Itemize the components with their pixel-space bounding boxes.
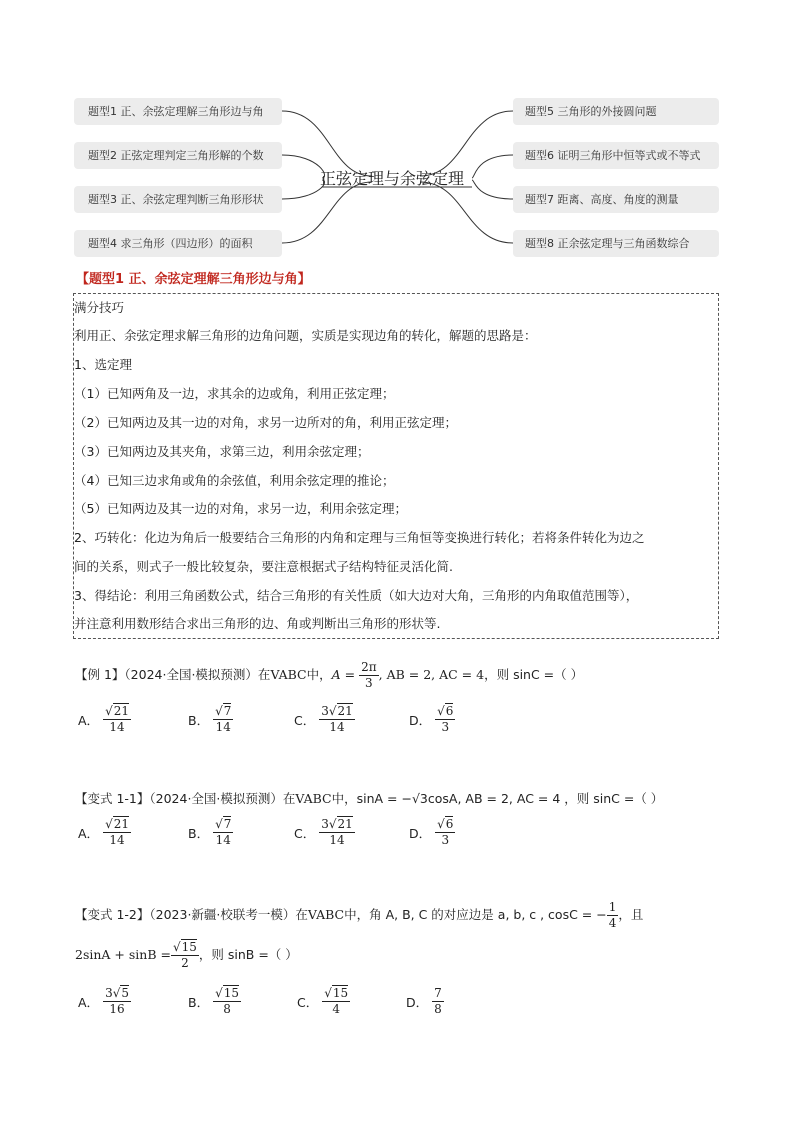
example1-ask: ，则 sinC =（ ） [484, 667, 584, 682]
option-num: √15 [215, 986, 240, 1000]
frac-num: √15 [172, 940, 197, 954]
frac-den: 2 [181, 956, 189, 970]
tips-line: （2）已知两边及其一边的对角，求另一边所对的角，利用正弦定理； [74, 415, 457, 430]
radicand: 7 [223, 704, 232, 718]
example1-triangle: VABC [270, 667, 307, 682]
frac-num: 1 [608, 900, 617, 914]
radicand: 15 [223, 986, 240, 1000]
radicand: 21 [113, 704, 129, 718]
tips-line: 并注意利用数形结合求出三角形的边、角或判断出三角形的形状等. [74, 616, 441, 631]
connector-left-3 [282, 180, 325, 199]
tips-line: （4）已知三边求角或角的余弦值，利用余弦定理的推论； [74, 473, 395, 488]
example1-fraction [359, 660, 379, 691]
option-num: √7 [215, 817, 232, 831]
tips-line: （5）已知两边及其一边的对角，求另一边，利用余弦定理； [74, 501, 407, 516]
example1-eq: = [340, 667, 360, 682]
mindmap-node-type4: 题型4 求三角形（四边形）的面积 [74, 230, 282, 257]
variant12-line2-end: ，则 sinB =（ ） [198, 947, 298, 962]
example1-rest: , AB = 2, AC = 4 [378, 667, 485, 682]
connector-left-4 [282, 182, 372, 243]
option-label: D． [406, 994, 429, 1010]
radicand: 21 [337, 704, 353, 718]
example1-mid: 中， [306, 667, 332, 682]
example1-frac-den: 3 [365, 676, 373, 690]
option-num: √21 [105, 704, 129, 718]
connector-left-2 [282, 155, 325, 178]
variant11-option-a[interactable] [78, 817, 131, 848]
option-label: C． [294, 825, 316, 841]
option-num: √6 [437, 817, 454, 831]
variant11-text: 中，sinA = −√3cosA, AB = 2, AC = 4 ，则 sinC =（ ） [331, 791, 664, 806]
variant12-prefix: 【变式 1-2】（2023·新疆·校联考一模）在 [75, 907, 308, 922]
example1-option-c[interactable] [294, 704, 355, 735]
variant11-option-d[interactable] [409, 817, 455, 848]
option-num: 3√21 [321, 704, 353, 718]
radicand: 6 [445, 817, 454, 831]
variant12-option-d[interactable] [406, 986, 444, 1017]
tips-line: 3、得结论：利用三角函数公式，结合三角形的有关性质（如大边对大角，三角形的内角取值范围等）， [74, 588, 639, 603]
radicand: 6 [445, 704, 454, 718]
option-num: √21 [105, 817, 129, 831]
option-label: C． [297, 994, 319, 1010]
variant12-option-c[interactable] [297, 986, 350, 1017]
example1-option-b[interactable] [188, 704, 233, 735]
tips-heading: 满分技巧 [74, 300, 125, 315]
option-label: A． [78, 994, 100, 1010]
option-den: 3 [441, 833, 450, 847]
option-num: 3√5 [105, 986, 129, 1000]
radicand: 15 [332, 986, 349, 1000]
variant12-triangle: VABC [307, 907, 345, 922]
option-label: A． [78, 825, 100, 841]
option-label: D． [409, 825, 432, 841]
option-label: C． [294, 712, 316, 728]
variant12-question-line1 [75, 900, 643, 931]
tips-line: 间的关系，则式子一般比较复杂，要注意根据式子结构特征灵活化简. [74, 559, 453, 574]
radicand: 21 [337, 817, 353, 831]
option-num: √6 [437, 704, 454, 718]
option-label: B． [188, 994, 210, 1010]
option-label: D． [409, 712, 432, 728]
variant12-line1-end: ，且 [618, 907, 644, 922]
mindmap-node-type7: 题型7 距离、高度、角度的测量 [513, 186, 719, 213]
mindmap-node-type8: 题型8 正余弦定理与三角函数综合 [513, 230, 719, 257]
example1-option-d[interactable] [409, 704, 455, 735]
tips-line: （1）已知两角及一边，求其余的边或角，利用正弦定理； [74, 386, 395, 401]
option-label: A． [78, 712, 100, 728]
variant12-question-line2 [75, 940, 298, 971]
radicand: 21 [113, 817, 129, 831]
option-num: √15 [324, 986, 349, 1000]
variant11-prefix: 【变式 1-1】（2024·全国·模拟预测）在 [75, 791, 296, 806]
connector-right-8 [420, 182, 513, 243]
mindmap-center-title: 正弦定理与余弦定理 [320, 169, 465, 188]
option-den: 14 [215, 833, 231, 847]
option-label: B． [188, 712, 210, 728]
option-label: B． [188, 825, 210, 841]
option-num: √7 [215, 704, 232, 718]
radicand: 15 [181, 940, 197, 954]
connector-right-7 [472, 180, 513, 199]
mindmap-node-type2: 题型2 正弦定理判定三角形解的个数 [74, 142, 282, 169]
variant12-fraction2 [171, 940, 199, 971]
option-num: 3√21 [321, 817, 353, 831]
option-den: 14 [109, 720, 125, 734]
variant11-triangle: VABC [295, 791, 332, 806]
mindmap-node-type1: 题型1 正、余弦定理解三角形边与角 [74, 98, 282, 125]
variant12-line2-prefix: 2sinA + sinB = [75, 947, 171, 962]
option-den: 8 [223, 1002, 231, 1016]
example1-angle: A [331, 667, 341, 682]
option-den: 14 [329, 833, 345, 847]
mindmap-node-type6: 题型6 证明三角形中恒等式或不等式 [513, 142, 719, 169]
option-den: 3 [441, 720, 450, 734]
example1-option-a[interactable] [78, 704, 131, 735]
example1-question [75, 660, 583, 691]
option-den: 16 [109, 1002, 125, 1016]
tips-line: 1、选定理 [74, 357, 132, 372]
radicand: 7 [223, 817, 232, 831]
radicand: 5 [121, 986, 129, 1000]
variant11-question [75, 789, 663, 807]
connector-right-6 [472, 155, 513, 178]
tips-line: 2、巧转化：化边为角后一般要结合三角形的内角和定理与三角恒等变换进行转化；若将条件转化为边之 [74, 530, 645, 545]
variant12-option-b[interactable] [188, 986, 241, 1017]
mindmap-node-type5: 题型5 三角形的外接圆问题 [513, 98, 719, 125]
variant12-option-a[interactable] [78, 986, 131, 1017]
example1-prefix: 【例 1】（2024·全国·模拟预测）在 [75, 667, 271, 682]
option-den: 14 [329, 720, 345, 734]
option-num: 7 [434, 986, 442, 1000]
tips-line: 利用正、余弦定理求解三角形的边角问题，实质是实现边角的转化，解题的思路是： [74, 328, 537, 343]
variant11-option-b[interactable] [188, 817, 233, 848]
variant12-fraction1 [607, 900, 619, 931]
variant12-mid: 中，角 A, B, C 的对应边是 a, b, c , cosC = − [344, 907, 607, 922]
mindmap-node-type3: 题型3 正、余弦定理判断三角形形状 [74, 186, 282, 213]
example1-frac-num: 2π [361, 660, 377, 674]
variant11-option-c[interactable] [294, 817, 355, 848]
section-title: 【题型1 正、余弦定理解三角形边与角】 [76, 272, 311, 287]
option-den: 14 [215, 720, 231, 734]
tips-line: （3）已知两边及其夹角，求第三边，利用余弦定理； [74, 444, 370, 459]
option-den: 8 [434, 1002, 442, 1016]
frac-den: 4 [608, 916, 617, 930]
option-den: 4 [332, 1002, 341, 1016]
option-den: 14 [109, 833, 125, 847]
